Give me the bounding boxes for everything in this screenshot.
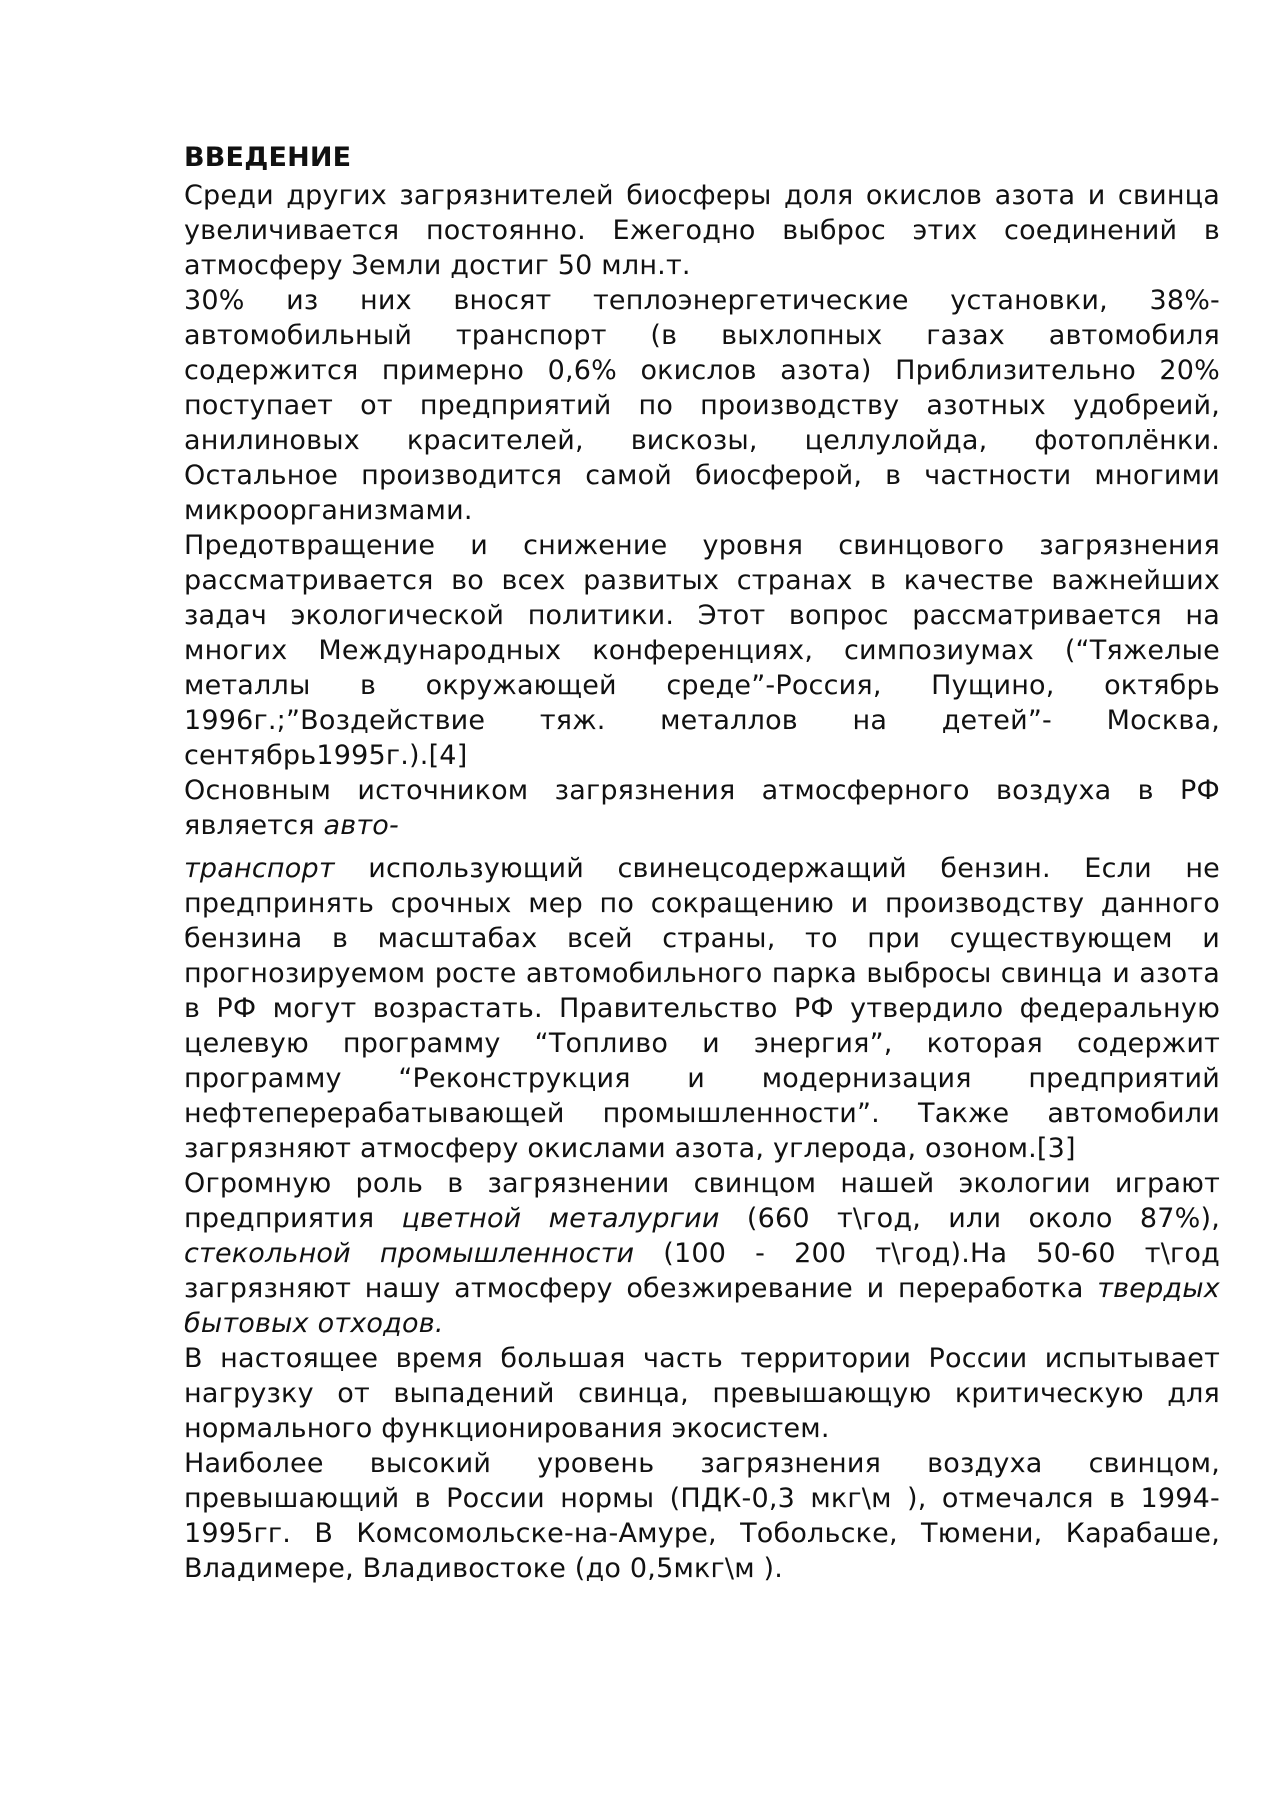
paragraph-5-text-c: (100 - 200 т\год).На 50-60 т\год загрязняют нашу атмосферу обезжиревание и переработка xyxy=(184,1238,1220,1304)
paragraph-1: Среди других загрязнителей биосферы доля окислов азота и свинца увеличивается постоянно. Ежегодно выброс этих соединений в атмосферу Земли достиг 50 млн.т. xyxy=(184,180,1220,281)
paragraph-4-italic-1: авто- xyxy=(323,810,399,841)
paragraph-5-text-a: Огромную роль в загрязнении свинцом нашей экологии играют предприятия xyxy=(184,1168,1220,1234)
paragraph-6: В настоящее время большая часть территории России испытывает нагрузку от выпадений свинца, превышающую критическую для нормального функционирования экосистем. xyxy=(184,1343,1220,1444)
document-heading: ВВЕДЕНИЕ xyxy=(184,142,352,173)
paragraph-4-text-b: использующий свинецсодержащий бензин. Если не предпринять срочных мер по сокращению и производству данного бензина в масштабах всей страны, то при существующем и прогнозируемом росте автомобильного парка выбросы свинца и азота в РФ могут возрастать. Правительство РФ утвердило федеральную целевую программу “Топливо и энергия”, которая содержит программу “Реконструкция и модернизация предприятий нефтеперерабатывающей промышленности”. Также автомобили загрязняют атмосферу окислами азота, углерода, озоном.[3] xyxy=(184,853,1220,1164)
paragraph-7: Наиболее высокий уровень загрязнения воздуха свинцом, превышающий в России нормы (ПДК-0,3 мкг\м ), отмечался в 1994-1995гг. В Комсомольске-на-Амуре, Тобольске, Тюмени, Карабаше, Владимере, Владивостоке (до 0,5мкг\м ). xyxy=(184,1448,1220,1584)
paragraph-4-italic-2: транспорт xyxy=(184,853,335,884)
paragraph-5-italic-2: стекольной промышленности xyxy=(184,1238,635,1269)
paragraph-3: Предотвращение и снижение уровня свинцового загрязнения рассматривается во всех развитых странах в качестве важнейших задач экологической политики. Этот вопрос рассматривается на многих Международных конференциях, симпозиумах (“Тяжелые металлы в окружающей среде”-Россия, Пущино, октябрь 1996г.;”Воздействие тяж. металлов на детей”- Москва, сентябрь1995г.).[4] xyxy=(184,530,1220,771)
paragraph-5-italic-3: твердых бытовых отходов. xyxy=(184,1273,1220,1339)
paragraph-5-italic-1: цветной металургии xyxy=(401,1203,720,1234)
paragraph-4-line-1 xyxy=(184,773,1220,843)
document-page xyxy=(184,138,1220,1586)
paragraph-5-text-b: (660 т\год, или около 87%), xyxy=(719,1203,1221,1234)
paragraph-4-text-a: Основным источником загрязнения атмосферного воздуха в РФ является xyxy=(184,775,1220,841)
paragraph-4-body xyxy=(184,851,1220,1166)
paragraph-5 xyxy=(184,1166,1220,1341)
paragraph-2: 30% из них вносят теплоэнергетические установки, 38%- автомобильный транспорт (в выхлопных газах автомобиля содержится примерно 0,6% окислов азота) Приблизительно 20% поступает от предприятий по производству азотных удобреий, анилиновых красителей, вискозы, целлулойда, фотоплёнки. Остальное производится самой биосферой, в частности многими микроорганизмами. xyxy=(184,285,1220,526)
